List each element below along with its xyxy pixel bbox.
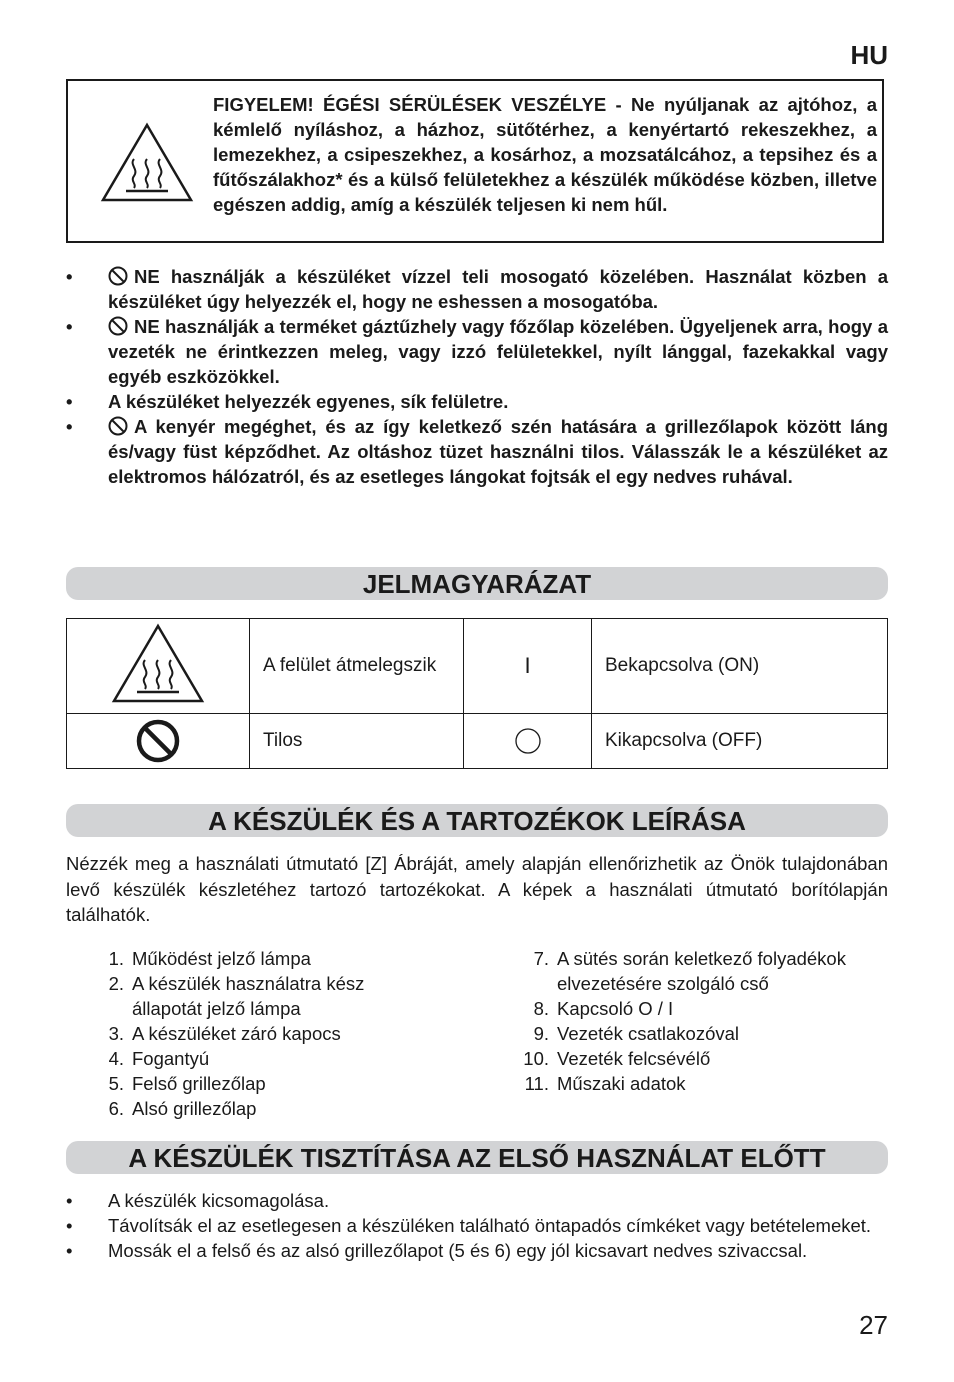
description-paragraph: Nézzék meg a használati útmutató [Z] Ábráját, amely alapján ellenőrizhetik az Önök tulajdonában levő készülék készletéhez tartozó tartozékokat. A képek a használati útmutató borítólapján találhatók. (66, 853, 888, 925)
item-text: Vezeték csatlakozóval (557, 1023, 740, 1044)
item-number: 4. (108, 1048, 124, 1069)
list-item (90, 946, 410, 971)
item-number: 10. (523, 1048, 549, 1069)
bullet-text: Távolítsák el az esetlegesen a készüléken található öntapadós címkéket vagy betételemeket. (108, 1215, 872, 1236)
hot-surface-warning-box (66, 79, 884, 243)
list-item (66, 1188, 888, 1213)
bullet-marker: • (66, 1190, 73, 1211)
table-cell (67, 619, 250, 714)
language-code: HU (850, 40, 888, 70)
list-item (66, 264, 888, 314)
legend-label: A felület átmelegszik (250, 619, 464, 714)
legend-table (66, 618, 888, 769)
list-item (90, 1096, 410, 1121)
hot-surface-icon (100, 121, 194, 203)
list-item (90, 1046, 410, 1071)
table-row (67, 619, 888, 714)
bullet-marker: • (66, 1240, 73, 1261)
item-number: 2. (108, 973, 124, 994)
item-number: 1. (108, 948, 124, 969)
prohibited-icon (108, 266, 128, 286)
list-item (66, 414, 888, 489)
section-heading-legend: JELMAGYARÁZAT (66, 567, 888, 600)
prohibited-icon (108, 316, 128, 336)
bullet-text: A készülék kicsomagolása. (108, 1190, 330, 1211)
list-item (90, 1071, 410, 1096)
page-number: 27 (859, 1310, 888, 1340)
prohibited-icon (135, 718, 181, 764)
item-number: 8. (533, 998, 549, 1019)
section-heading-cleaning: A KÉSZÜLÉK TISZTÍTÁSA AZ ELSŐ HASZNÁLAT ELŐTT (66, 1141, 888, 1174)
item-number: 11. (524, 1073, 549, 1094)
parts-list-right (515, 946, 888, 1096)
power-off-icon (514, 727, 542, 755)
list-item (66, 314, 888, 389)
item-text: Működést jelző lámpa (132, 948, 311, 969)
item-text: A készüléket záró kapocs (132, 1023, 341, 1044)
bullet-marker: • (66, 391, 73, 412)
list-item (66, 1213, 888, 1238)
cleaning-bullet-list (66, 1188, 888, 1263)
item-number: 3. (108, 1023, 124, 1044)
legend-label: Kikapcsolva (OFF) (592, 714, 888, 769)
list-item (90, 1021, 410, 1046)
bullet-marker: • (66, 266, 73, 287)
bullet-text: A készüléket helyezzék egyenes, sík felületre. (108, 391, 509, 412)
bullet-marker: • (66, 1215, 73, 1236)
bullet-text: NE használják a készüléket vízzel teli mosogató közelében. Használat közben a készüléket úgy helyezzék el, hogy ne eshessen a mosogatóba. (108, 266, 888, 312)
parts-list-left (90, 946, 410, 1121)
list-item (515, 946, 888, 996)
list-item (515, 1046, 888, 1071)
item-text: A készülék használatra kész állapotát jelző lámpa (132, 973, 365, 1019)
safety-bullet-list (66, 264, 888, 489)
bullet-text: A kenyér megéghet, és az így keletkező szén hatására a grillezőlapok között láng és/vagy füst képződhet. Az oltáshoz tüzet használni tilos. Válasszák le a készüléket az elektromos hálózatról, és az esetleges lángokat fojtsák el egy nedves ruhával. (108, 416, 888, 487)
table-row (67, 714, 888, 769)
legend-label: Bekapcsolva (ON) (592, 619, 888, 714)
list-item (66, 389, 888, 414)
power-on-icon: I (464, 619, 592, 714)
bullet-marker: • (66, 416, 73, 437)
list-item (515, 1021, 888, 1046)
section-heading-description: A KÉSZÜLÉK ÉS A TARTOZÉKOK LEÍRÁSA (66, 804, 888, 837)
item-text: A sütés során keletkező folyadékok elvezetésére szolgáló cső (557, 948, 846, 994)
bullet-text: NE használják a terméket gáztűzhely vagy főzőlap közelében. Ügyeljenek arra, hogy a vezeték ne érintkezzen meleg, vagy izzó felületekkel, nyílt lánggal, fazekakkal vagy egyéb eszközökkel. (108, 316, 888, 387)
prohibited-icon (108, 416, 128, 436)
item-number: 6. (108, 1098, 124, 1119)
list-item (515, 996, 888, 1021)
bullet-text: Mossák el a felső és az alsó grillezőlapot (5 és 6) egy jól kicsavart nedves szivaccsal. (108, 1240, 808, 1261)
legend-label: Tilos (250, 714, 464, 769)
item-text: Vezeték felcsévélő (557, 1048, 711, 1069)
list-item (90, 971, 410, 1021)
warning-text: FIGYELEM! ÉGÉSI SÉRÜLÉSEK VESZÉLYE - Ne nyúljanak az ajtóhoz, a kémlelő nyíláshoz, a házhoz, sütőtérhez, a kenyértartó rekeszekhez, a lemezekhez, a csipeszekhez, a kosárhoz, a mozsatálcához, a tepsihez és a fűtőszálakhoz* és a külső felületekhez a készülék működése közben, illetve egészen addig, amíg a készülék teljesen ki nem hűl. (213, 94, 877, 215)
item-number: 5. (108, 1073, 124, 1094)
table-cell (67, 714, 250, 769)
list-item (515, 1071, 888, 1096)
item-number: 7. (533, 948, 549, 969)
item-number: 9. (533, 1023, 549, 1044)
bullet-marker: • (66, 316, 73, 337)
item-text: Alsó grillezőlap (132, 1098, 257, 1119)
list-item (66, 1238, 888, 1263)
hot-surface-icon (111, 622, 205, 704)
item-text: Műszaki adatok (557, 1073, 686, 1094)
table-cell (464, 714, 592, 769)
item-text: Felső grillezőlap (132, 1073, 266, 1094)
item-text: Fogantyú (132, 1048, 210, 1069)
item-text: Kapcsoló O / I (557, 998, 674, 1019)
